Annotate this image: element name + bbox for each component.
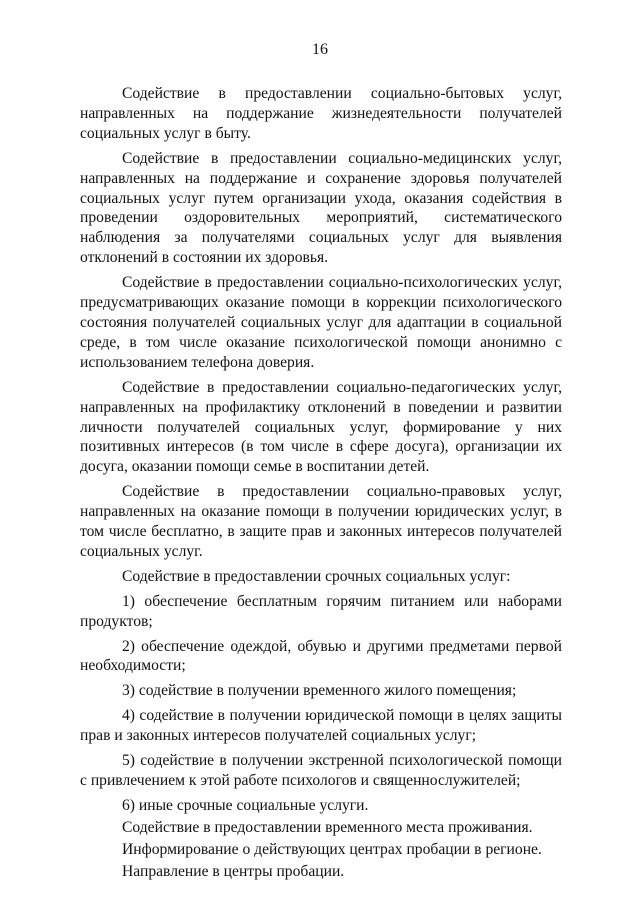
paragraph-urgent-services-intro: Содействие в предоставлении срочных социальных услуг:	[122, 567, 511, 585]
list-item-4: 4) содействие в получении юридической помощи в целях защиты прав и законных интересов получателей социальных услуг;	[80, 707, 562, 745]
paragraph-social-domestic: Содействие в предоставлении социально-бытовых услуг, направленных на поддержание жизнедеятельности получателей социальных услуг в быту.	[80, 85, 562, 142]
paragraph-social-medical: Содействие в предоставлении социально-медицинских услуг, направленных на поддержание и сохранение здоровья получателей социальных услуг путем организации ухода, оказания содействия в проведении оздоровительных мероприятий, систематического наблюдения за получателями социальных услуг для выявления отклонений в состоянии их здоровья.	[80, 149, 562, 267]
paragraph-social-pedagogical: Содействие в предоставлении социально-педагогических услуг, направленных на профилактику отклонений в поведении и развитии личности получателей социальных услуг, формирование у них позитивных интересов (в том числе в сфере досуга), организации их досуга, оказании помощи семье в воспитании детей.	[80, 378, 562, 476]
list-item-5: 5) содействие в получении экстренной психологической помощи с привлечением к этой работе психологов и священнослужителей;	[80, 752, 562, 789]
list-item-3: 3) содействие в получении временного жилого помещения;	[122, 682, 517, 700]
list-item-2: 2) обеспечение одеждой, обувью и другими предметами первой необходимости;	[80, 637, 562, 675]
document-body	[80, 84, 562, 882]
paragraph-probation-referral: Направление в центры пробации.	[122, 862, 345, 880]
paragraph-temporary-housing: Содействие в предоставлении временного места проживания.	[122, 818, 533, 836]
paragraph-social-legal: Содействие в предоставлении социально-правовых услуг, направленных на оказание помощи в получении юридических услуг, в том числе бесплатно, в защите прав и законных интересов получателей социальных услуг.	[80, 483, 562, 560]
list-item-1: 1) обеспечение бесплатным горячим питанием или наборами продуктов;	[80, 592, 562, 630]
paragraph-probation-info: Информирование о действующих центрах пробации в регионе.	[122, 840, 542, 858]
paragraph-social-psychological: Содействие в предоставлении социально-психологических услуг, предусматривающих оказание помощи в коррекции психологического состояния получателей социальных услуг для адаптации в социальной среде, в том числе оказание психологической помощи анонимно с использованием телефона доверия.	[80, 274, 562, 371]
list-item-6: 6) иные срочные социальные услуги.	[122, 796, 369, 814]
page-number: 16	[312, 41, 328, 58]
